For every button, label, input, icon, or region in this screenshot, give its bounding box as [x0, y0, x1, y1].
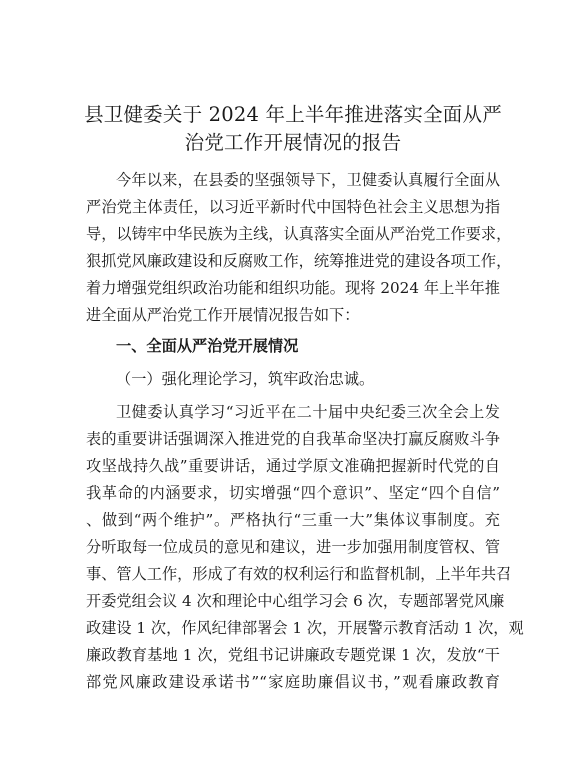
intro-paragraph-line: 导，以铸牢中华民族为主线，认真落实全面从严治党工作要求，: [86, 225, 512, 243]
body-paragraph-line: 分听取每一位成员的意见和建议，进一步加强用制度管权、管: [86, 538, 500, 556]
intro-paragraph-line: 狠抓党风廉政建设和反腐败工作，统筹推进党的建设各项工作，: [86, 252, 512, 270]
intro-paragraph-line: 今年以来，在县委的坚强领导下，卫健委认真履行全面从: [116, 171, 500, 189]
intro-paragraph-line: 进全面从严治党工作开展情况报告如下：: [86, 306, 360, 324]
section-heading: 一、全面从严治党开展情况: [116, 337, 299, 355]
intro-paragraph-line: 着力增强党组织政治功能和组织功能。现将 2024 年上半年推: [86, 279, 500, 297]
body-paragraph-line: 攻坚战持久战”重要讲话，通过学原文准确把握新时代党的自: [86, 457, 500, 475]
body-paragraph-line: 部党风廉政建设承诺书”“家庭助廉倡议书，”观看廉政教育: [86, 673, 500, 691]
subsection-heading: （一）强化理论学习，筑牢政治忠诚。: [116, 370, 375, 388]
intro-paragraph-line: 严治党主体责任，以习近平新时代中国特色社会主义思想为指: [86, 198, 500, 216]
body-paragraph-line: 廉政教育基地 1 次，党组书记讲廉政专题党课 1 次，发放“干: [86, 646, 500, 664]
body-paragraph-line: 开委党组会议 4 次和理论中心组学习会 6 次，专题部署党风廉: [86, 592, 505, 610]
body-paragraph-line: 表的重要讲话强调深入推进党的自我革命坚决打赢反腐败斗争: [86, 430, 500, 448]
body-paragraph-line: 卫健委认真学习“习近平在二十届中央纪委三次全会上发: [116, 403, 500, 421]
document-title-line-1: 县卫健委关于 2024 年上半年推进落实全面从严: [84, 103, 502, 126]
document-title-line-2: 治党工作开展情况的报告: [184, 131, 402, 154]
body-paragraph-line: 事、管人工作，形成了有效的权利运行和监督机制，上半年共召: [86, 565, 512, 583]
body-paragraph-line: 我革命的内涵要求，切实增强“四个意识”、坚定“四个自信”: [86, 484, 500, 502]
body-paragraph-line: 政建设 1 次，作风纪律部署会 1 次，开展警示教育活动 1 次，观: [86, 619, 524, 637]
body-paragraph-line: 、做到“两个维护”。严格执行“三重一大”集体议事制度。充: [86, 511, 500, 529]
